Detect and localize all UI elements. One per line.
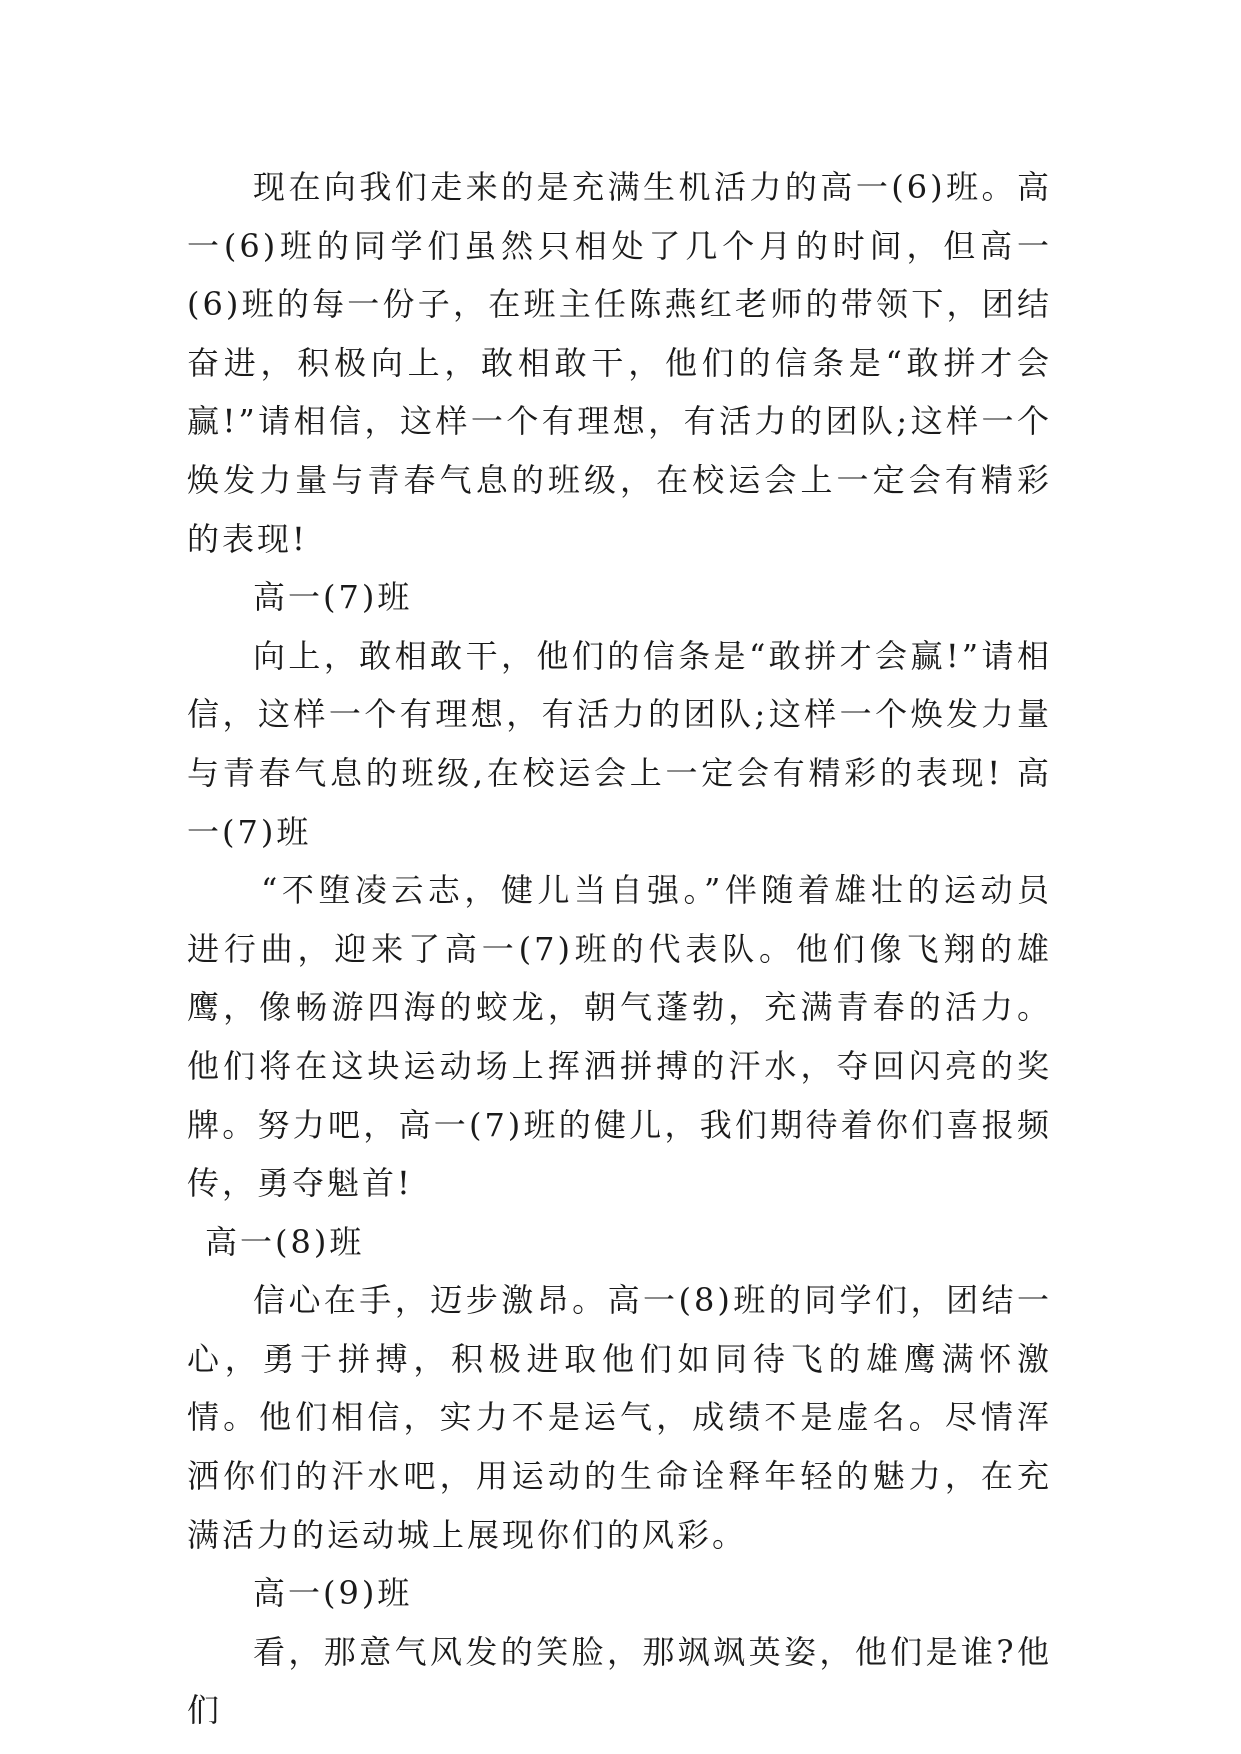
- heading-class-9: 高一(9)班: [253, 1574, 413, 1613]
- heading-class-8: 高一(8)班: [205, 1222, 365, 1261]
- paragraph-class-7-intro: 向上，敢相敢干，他们的信条是“敢拼才会赢!”请相信，这样一个有理想，有活力的团队;这样一个焕发力量与青春气息的班级,在校运会上一定会有精彩的表现! 高一(7)班: [187, 636, 1052, 851]
- document-body: [187, 158, 1052, 1740]
- paragraph-class-9: 看，那意气风发的笑脸，那飒飒英姿，他们是谁?他们: [187, 1632, 1052, 1730]
- paragraph-class-6: 现在向我们走来的是充满生机活力的高一(6)班。高一(6)班的同学们虽然只相处了几个月的时间，但高一(6)班的每一份子，在班主任陈燕红老师的带领下，团结奋进，积极向上，敢相敢干，他们的信条是“敢拼才会赢!”请相信，这样一个有理想，有活力的团队;这样一个焕发力量与青春气息的班级，在校运会上一定会有精彩的表现!: [187, 168, 1052, 558]
- paragraph-class-7-team: “不堕凌云志，健儿当自强。”伴随着雄壮的运动员进行曲，迎来了高一(7)班的代表队。他们像飞翔的雄鹰，像畅游四海的蛟龙，朝气蓬勃，充满青春的活力。他们将在这块运动场上挥洒拼搏的汗水，夺回闪亮的奖牌。努力吧，高一(7)班的健儿，我们期待着你们喜报频传，勇夺魁首!: [187, 871, 1052, 1203]
- paragraph-class-8: 信心在手，迈步激昂。高一(8)班的同学们，团结一心，勇于拼搏，积极进取他们如同待飞的雄鹰满怀激情。他们相信，实力不是运气，成绩不是虚名。尽情浑洒你们的汗水吧，用运动的生命诠释年轻的魅力，在充满活力的运动城上展现你们的风彩。: [187, 1281, 1052, 1554]
- heading-class-7: 高一(7)班: [253, 578, 413, 617]
